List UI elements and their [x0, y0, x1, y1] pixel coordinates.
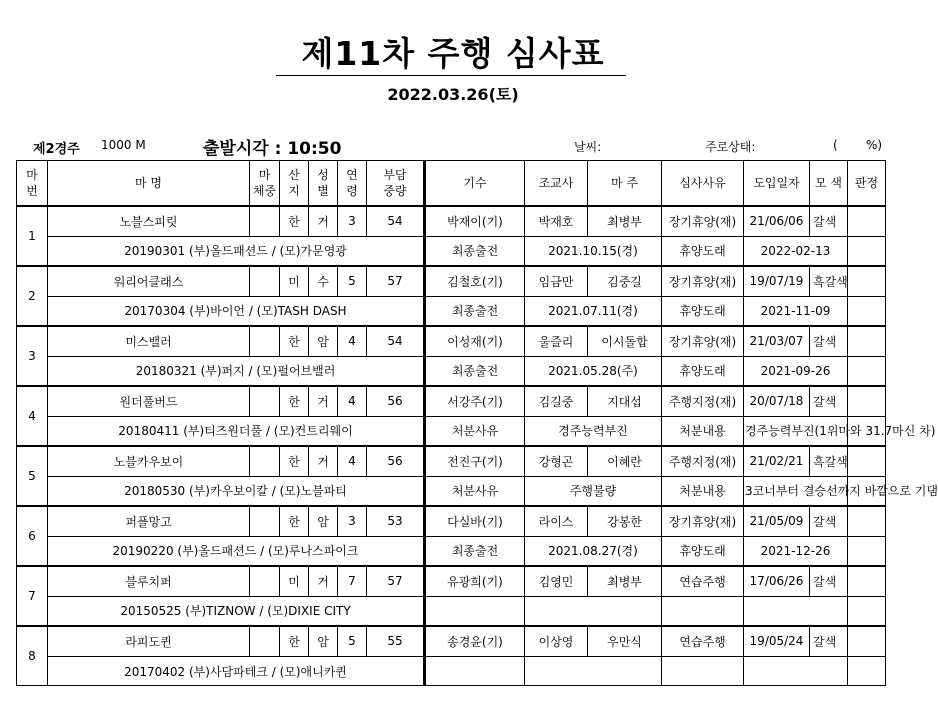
- detail-label-2: 휴양도래: [662, 297, 744, 326]
- table-row: [17, 446, 886, 477]
- owner-cell: 최병부: [588, 206, 662, 237]
- coat-color-cell: 갈색: [810, 206, 848, 237]
- pedigree-cell: 20170304 (부)바이언 / (모)TASH DASH: [48, 297, 425, 326]
- judgement-detail-cell: [848, 237, 886, 266]
- origin-cell: 한: [280, 506, 309, 537]
- detail-value-2: [744, 597, 848, 626]
- owner-cell: 이시돌합: [588, 326, 662, 357]
- detail-value-2: [744, 657, 848, 686]
- detail-value-1: 2021.05.28(주): [525, 357, 662, 386]
- horse-number: 7: [17, 566, 48, 626]
- horse-number: 3: [17, 326, 48, 386]
- horse-name: 워리어클래스: [48, 266, 250, 297]
- trainer-cell: 임금만: [525, 266, 588, 297]
- detail-label-1: [425, 597, 525, 626]
- detail-value-2: 2021-12-26: [744, 537, 848, 566]
- jockey-cell: 유광희(기): [425, 566, 525, 597]
- pedigree-cell: 20170402 (부)사담파테크 / (모)애니카퀸: [48, 657, 425, 686]
- owner-cell: 지대섭: [588, 386, 662, 417]
- burden-weight-cell: 57: [367, 266, 425, 297]
- detail-value-2: 2021-09-26: [744, 357, 848, 386]
- horse-number: 2: [17, 266, 48, 326]
- review-reason-cell: 주행지정(재): [662, 386, 744, 417]
- table-row-detail: [17, 657, 886, 686]
- age-cell: 4: [338, 386, 367, 417]
- detail-value-2: 2022-02-13: [744, 237, 848, 266]
- coat-color-cell: 갈색: [810, 566, 848, 597]
- table-row-detail: [17, 357, 886, 386]
- sex-cell: 암: [309, 626, 338, 657]
- review-reason-cell: 주행지정(재): [662, 446, 744, 477]
- burden-weight-cell: 54: [367, 326, 425, 357]
- judgement-cell: [848, 326, 886, 357]
- col-header-body-weight: 마 체중: [250, 161, 280, 206]
- origin-cell: 미: [280, 266, 309, 297]
- pedigree-cell: 20190220 (부)올드패션드 / (모)루나스파이크: [48, 537, 425, 566]
- pedigree-cell: 20190301 (부)올드패션드 / (모)가문영광: [48, 237, 425, 266]
- body-weight-cell: [250, 566, 280, 597]
- horse-number: 4: [17, 386, 48, 446]
- detail-value-1: [525, 597, 662, 626]
- col-header-judge: 판정: [848, 161, 886, 206]
- import-date-cell: 21/02/21: [744, 446, 810, 477]
- table-row: [17, 566, 886, 597]
- detail-label-1: 최종출전: [425, 357, 525, 386]
- detail-label-2: 휴양도래: [662, 537, 744, 566]
- trainer-cell: 김길중: [525, 386, 588, 417]
- body-weight-cell: [250, 506, 280, 537]
- sex-cell: 암: [309, 506, 338, 537]
- review-reason-cell: 장기휴양(재): [662, 266, 744, 297]
- origin-cell: 한: [280, 446, 309, 477]
- detail-label-1: 최종출전: [425, 297, 525, 326]
- burden-weight-cell: 53: [367, 506, 425, 537]
- burden-weight-cell: 56: [367, 386, 425, 417]
- burden-weight-cell: 56: [367, 446, 425, 477]
- import-date-cell: 21/06/06: [744, 206, 810, 237]
- col-header-color: 모 색: [810, 161, 848, 206]
- origin-cell: 한: [280, 326, 309, 357]
- detail-value-2: 경주능력부진(1위마와 31.7마신 차): [744, 417, 848, 446]
- col-header-reason: 심사사유: [662, 161, 744, 206]
- col-header-import-date: 도입일자: [744, 161, 810, 206]
- review-reason-cell: 장기휴양(재): [662, 326, 744, 357]
- coat-color-cell: 갈색: [810, 506, 848, 537]
- judgement-cell: [848, 386, 886, 417]
- jockey-cell: 김철호(기): [425, 266, 525, 297]
- age-cell: 3: [338, 506, 367, 537]
- coat-color-cell: 흑갈색: [810, 266, 848, 297]
- review-reason-cell: 연습주행: [662, 566, 744, 597]
- horse-number: 8: [17, 626, 48, 686]
- detail-label-2: 처분내용: [662, 477, 744, 506]
- table-row: [17, 206, 886, 237]
- col-header-age: 연 령: [338, 161, 367, 206]
- detail-value-2: 3코너부터 결승선까지 바깥으로 기댐: [744, 477, 848, 506]
- review-reason-cell: 연습주행: [662, 626, 744, 657]
- detail-value-1: 2021.07.11(경): [525, 297, 662, 326]
- detail-label-2: [662, 597, 744, 626]
- table-header-row: [17, 161, 886, 206]
- horse-number: 6: [17, 506, 48, 566]
- coat-color-cell: 갈색: [810, 626, 848, 657]
- table-row-detail: [17, 597, 886, 626]
- col-header-burden: 부담 중량: [367, 161, 425, 206]
- coat-color-cell: 갈색: [810, 326, 848, 357]
- owner-cell: 최병부: [588, 566, 662, 597]
- detail-value-1: 2021.08.27(경): [525, 537, 662, 566]
- table-row-detail: [17, 297, 886, 326]
- table-row: [17, 266, 886, 297]
- sex-cell: 수: [309, 266, 338, 297]
- import-date-cell: 20/07/18: [744, 386, 810, 417]
- judgement-detail-cell: [848, 357, 886, 386]
- pedigree-cell: 20150525 (부)TIZNOW / (모)DIXIE CITY: [48, 597, 425, 626]
- detail-label-2: 휴양도래: [662, 237, 744, 266]
- track-paren-open: (: [833, 138, 838, 152]
- detail-label-1: 처분사유: [425, 477, 525, 506]
- detail-value-1: 2021.10.15(경): [525, 237, 662, 266]
- owner-cell: 김중길: [588, 266, 662, 297]
- horse-name: 퍼플망고: [48, 506, 250, 537]
- col-header-sex: 성 별: [309, 161, 338, 206]
- origin-cell: 한: [280, 626, 309, 657]
- jockey-cell: 이성재(기): [425, 326, 525, 357]
- horse-name: 노블카우보이: [48, 446, 250, 477]
- table-row: [17, 386, 886, 417]
- table-row-detail: [17, 477, 886, 506]
- col-header-origin: 산 지: [280, 161, 309, 206]
- detail-label-1: 최종출전: [425, 537, 525, 566]
- detail-label-2: 처분내용: [662, 417, 744, 446]
- owner-cell: 이혜란: [588, 446, 662, 477]
- review-reason-cell: 장기휴양(재): [662, 206, 744, 237]
- race-number: 제2경주: [33, 142, 80, 157]
- table-row-detail: [17, 237, 886, 266]
- coat-color-cell: 갈색: [810, 386, 848, 417]
- start-time: 출발시각 : 10:50: [203, 139, 342, 159]
- sex-cell: 거: [309, 386, 338, 417]
- body-weight-cell: [250, 386, 280, 417]
- col-header-trainer: 조교사: [525, 161, 588, 206]
- race-date: 2022.03.26(토): [387, 85, 519, 104]
- judgement-cell: [848, 566, 886, 597]
- burden-weight-cell: 54: [367, 206, 425, 237]
- trainer-cell: 강형곤: [525, 446, 588, 477]
- origin-cell: 한: [280, 206, 309, 237]
- judgement-cell: [848, 626, 886, 657]
- trainer-cell: 박재호: [525, 206, 588, 237]
- age-cell: 4: [338, 446, 367, 477]
- track-paren-close: %): [866, 138, 883, 152]
- body-weight-cell: [250, 626, 280, 657]
- trainer-cell: 김영민: [525, 566, 588, 597]
- review-reason-cell: 장기휴양(재): [662, 506, 744, 537]
- race-distance: 1000 M: [101, 138, 146, 152]
- trainer-cell: 울즐리: [525, 326, 588, 357]
- jockey-cell: 송경윤(기): [425, 626, 525, 657]
- detail-label-1: 처분사유: [425, 417, 525, 446]
- table-row: [17, 626, 886, 657]
- import-date-cell: 17/06/26: [744, 566, 810, 597]
- detail-label-2: 휴양도래: [662, 357, 744, 386]
- owner-cell: 강봉한: [588, 506, 662, 537]
- judgement-cell: [848, 446, 886, 477]
- age-cell: 4: [338, 326, 367, 357]
- sex-cell: 거: [309, 206, 338, 237]
- detail-label-1: 최종출전: [425, 237, 525, 266]
- origin-cell: 한: [280, 386, 309, 417]
- sex-cell: 거: [309, 566, 338, 597]
- judgement-detail-cell: [848, 297, 886, 326]
- review-table: [16, 160, 938, 686]
- age-cell: 7: [338, 566, 367, 597]
- detail-label-2: [662, 657, 744, 686]
- horse-number: 5: [17, 446, 48, 506]
- detail-value-1: 주행불량: [525, 477, 662, 506]
- coat-color-cell: 흑갈색: [810, 446, 848, 477]
- burden-weight-cell: 55: [367, 626, 425, 657]
- body-weight-cell: [250, 326, 280, 357]
- horse-number: 1: [17, 206, 48, 266]
- col-header-owner: 마 주: [588, 161, 662, 206]
- judgement-cell: [848, 266, 886, 297]
- judgement-cell: [848, 206, 886, 237]
- age-cell: 3: [338, 206, 367, 237]
- import-date-cell: 19/05/24: [744, 626, 810, 657]
- weather-label: 날씨:: [574, 140, 602, 154]
- table-row: [17, 506, 886, 537]
- age-cell: 5: [338, 266, 367, 297]
- table-row-detail: [17, 537, 886, 566]
- detail-value-2: 2021-11-09: [744, 297, 848, 326]
- detail-value-1: [525, 657, 662, 686]
- jockey-cell: 다실바(기): [425, 506, 525, 537]
- detail-value-1: 경주능력부진: [525, 417, 662, 446]
- judgement-detail-cell: [848, 537, 886, 566]
- table-row-detail: [17, 417, 886, 446]
- horse-name: 원더풀버드: [48, 386, 250, 417]
- horse-name: 라피도퀸: [48, 626, 250, 657]
- owner-cell: 우만식: [588, 626, 662, 657]
- sex-cell: 암: [309, 326, 338, 357]
- burden-weight-cell: 57: [367, 566, 425, 597]
- pedigree-cell: 20180411 (부)티즈원더풀 / (모)컨트리웨이: [48, 417, 425, 446]
- body-weight-cell: [250, 266, 280, 297]
- trainer-cell: 라이스: [525, 506, 588, 537]
- import-date-cell: 21/03/07: [744, 326, 810, 357]
- age-cell: 5: [338, 626, 367, 657]
- table-row: [17, 326, 886, 357]
- page-title: 제11차 주행 심사표: [301, 34, 605, 73]
- horse-name: 노블스피릿: [48, 206, 250, 237]
- judgement-detail-cell: [848, 657, 886, 686]
- horse-name: 블루치퍼: [48, 566, 250, 597]
- sex-cell: 거: [309, 446, 338, 477]
- judgement-cell: [848, 506, 886, 537]
- col-header-horse: 마 명: [48, 161, 250, 206]
- track-condition-label: 주로상태:: [705, 140, 756, 154]
- col-header-no: 마 번: [17, 161, 48, 206]
- title-underline: [276, 75, 626, 76]
- pedigree-cell: 20180530 (부)카우보이칼 / (모)노블파티: [48, 477, 425, 506]
- judgement-detail-cell: [848, 597, 886, 626]
- import-date-cell: 19/07/19: [744, 266, 810, 297]
- jockey-cell: 전진구(기): [425, 446, 525, 477]
- detail-label-1: [425, 657, 525, 686]
- body-weight-cell: [250, 206, 280, 237]
- horse-name: 미스밸러: [48, 326, 250, 357]
- trainer-cell: 이상영: [525, 626, 588, 657]
- col-header-jockey: 기수: [425, 161, 525, 206]
- body-weight-cell: [250, 446, 280, 477]
- jockey-cell: 서강주(기): [425, 386, 525, 417]
- pedigree-cell: 20180321 (부)퍼지 / (모)펄어브밸러: [48, 357, 425, 386]
- jockey-cell: 박재이(기): [425, 206, 525, 237]
- import-date-cell: 21/05/09: [744, 506, 810, 537]
- origin-cell: 미: [280, 566, 309, 597]
